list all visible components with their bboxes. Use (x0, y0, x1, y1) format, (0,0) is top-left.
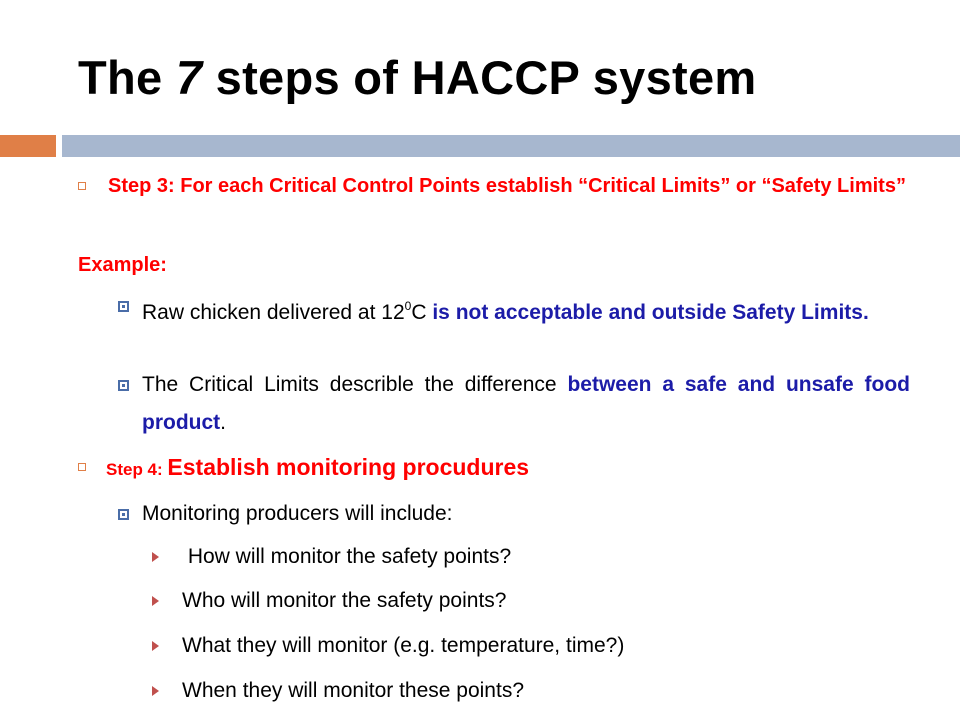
example-label: Example: (78, 254, 167, 276)
monitoring-item-2: Who will monitor the safety points? (182, 589, 507, 612)
title-prefix: The (78, 51, 176, 104)
example-item-1-unit: C (411, 301, 433, 324)
example-item-2 (142, 366, 910, 442)
arrow-bullet-icon (152, 552, 159, 562)
filled-square-bullet-icon (118, 509, 129, 520)
title-number: 7 (175, 51, 203, 104)
monitoring-item-1: How will monitor the safety points? (182, 545, 512, 568)
hollow-square-bullet-icon (78, 182, 86, 190)
step-4-label: Establish monitoring procudures (167, 454, 530, 480)
example-item-2-trail: . (220, 411, 226, 434)
monitoring-intro: Monitoring producers will include: (142, 502, 453, 525)
example-item-1-highlight: is not acceptable and outside Safety Limits. (432, 301, 869, 324)
step-4-prefix: Step 4: (106, 460, 168, 479)
example-item-1 (142, 287, 910, 332)
step-3-text: Step 3: For each Critical Control Points establish “Critical Limits” or “Safety Limits” (108, 175, 906, 197)
monitoring-item-3: What they will monitor (e.g. temperature, time?) (182, 634, 625, 657)
arrow-bullet-icon (152, 641, 159, 651)
arrow-bullet-icon (152, 596, 159, 606)
example-item-2-highlight: between a safe and unsafe food product (142, 373, 910, 434)
filled-square-bullet-icon (118, 380, 129, 391)
filled-square-bullet-icon (118, 301, 129, 312)
hollow-square-bullet-icon (78, 463, 86, 471)
title-suffix: steps of HACCP system (202, 51, 757, 104)
degree-superscript: 0 (404, 299, 412, 313)
monitoring-item-4: When they will monitor these points? (182, 679, 524, 702)
example-item-1-text: Raw chicken delivered at 12 (142, 301, 405, 324)
step-4-text (106, 448, 906, 490)
example-item-2-text: The Critical Limits describle the difference (142, 373, 568, 396)
arrow-bullet-icon (152, 686, 159, 696)
